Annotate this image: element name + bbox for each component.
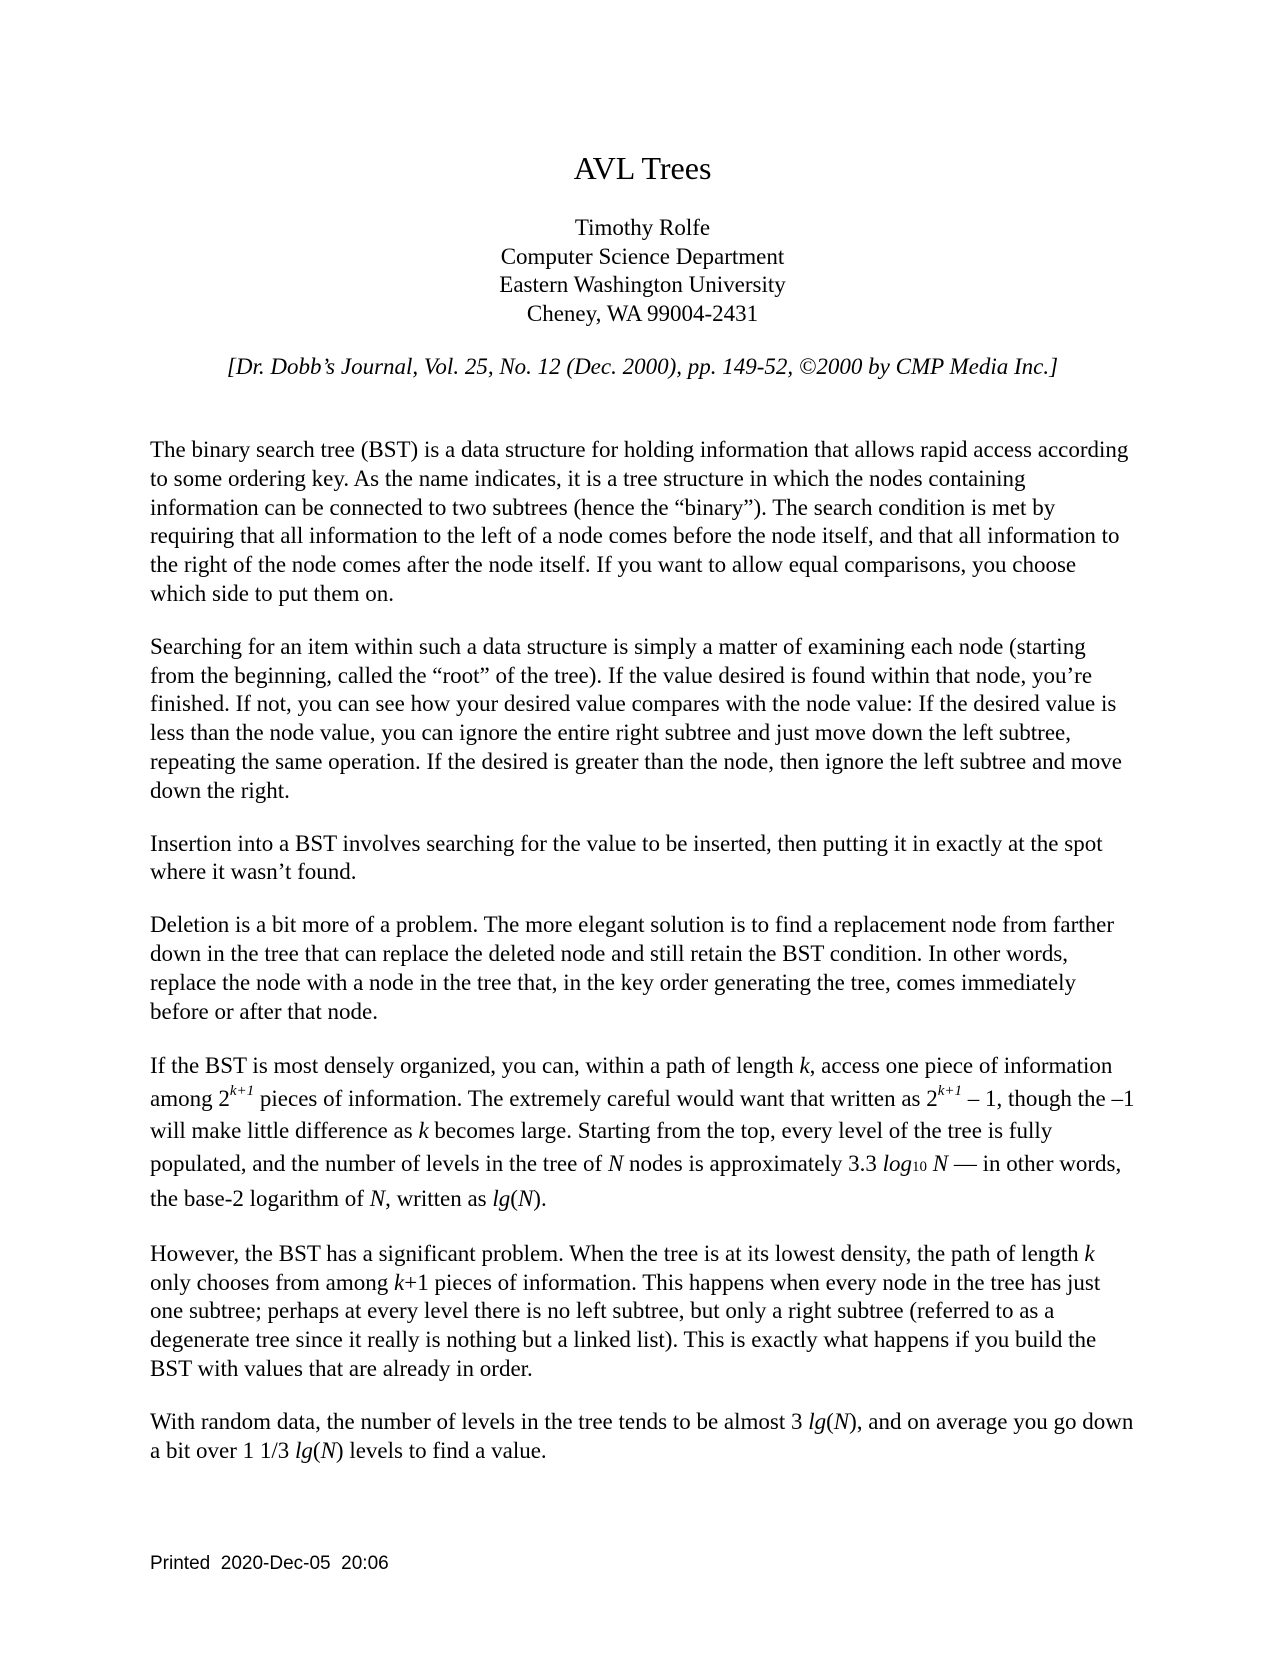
text-run: If the BST is most densely organized, you can, within a path of length [150,1053,800,1079]
page-title: AVL Trees [573,150,712,186]
math-func: log [882,1150,913,1176]
author-name: Timothy Rolfe [574,215,711,240]
math-func: lg [295,1437,313,1463]
text-run: ( [510,1186,518,1212]
article-body [150,436,1135,1489]
subscript: 10 [912,1158,928,1175]
paragraph-density [150,1050,1135,1216]
text-run: , written as [385,1186,493,1212]
math-func: lg [808,1408,827,1434]
math-var: k [394,1269,405,1295]
math-var: N [833,1408,850,1434]
print-footer [150,1552,389,1576]
text-run: ). [533,1186,547,1212]
footer-date: 2020-Dec-05 [220,1553,331,1574]
text-run: — in other words, the base-2 logarithm of [150,1150,1122,1212]
paragraph-deletion: Deletion is a bit more of a problem. The more elegant solution is to find a replacement node from farther down in the tree that can replace the deleted node and still retain the BST condition. In other words, replace the node with a node in the tree that, in the key order generating the tree, comes immediately before or after that node. [150,912,1114,1024]
superscript: k+1 [937,1083,963,1100]
math-var: N [517,1186,534,1212]
text-run: ), and on average you go down a bit over 1 1/3 [150,1408,1134,1463]
paragraph-insertion: Insertion into a BST involves searching for the value to be inserted, then putting it in exactly at the spot where it wasn’t found. [150,830,1103,885]
text-run: only chooses from among [150,1269,395,1295]
text-run: – 1, though the –1 will make little difference as [150,1085,1135,1144]
math-var: k [1084,1240,1095,1266]
text-run: +1 pieces of information. This happens when every node in the tree has just one subtree; perhaps at every level there is no left subtree, but only a right subtree (referred to as a degenerate tree since it really is nothing but a linked list). This is exactly what happens if you build the BST with values that are already in order. [150,1269,1101,1382]
footer-time: 20:06 [341,1553,389,1574]
text-run: ( [312,1437,321,1463]
author-block [150,214,1135,328]
paragraph-bst-intro: The binary search tree (BST) is a data structure for holding information that allows rapid access according to some ordering key. As the name indicates, it is a tree structure in which the nodes containing information can be connected to two subtrees (hence the “binary”). The search condition is met by requiring that all information to the left of a node comes before the node itself, and that all information to the right of the node comes after the node itself. If you want to allow equal comparisons, you choose which side to put them on. [150,437,1129,606]
math-var: N [369,1186,386,1212]
citation-prefix: [Dr. Dobb’s Journal, Vol. 25, No. 12 (Dec. 2000), pp. 149-52, [226,354,799,379]
superscript: k+1 [229,1083,255,1100]
math-var: N [607,1150,624,1176]
text-run: With random data, the number of levels in the tree tends to be almost 3 [150,1408,809,1434]
text-run: becomes large. Starting from the top, every level of the tree is fully populated, and the number of levels in the tree of [150,1118,1053,1176]
copyright-symbol: © [798,354,817,379]
document-page [150,0,1135,1656]
text-run: nodes is approximately 3.3 [623,1150,883,1176]
citation [150,353,1135,381]
text-run: ( [826,1408,834,1434]
text-run: pieces of information. The extremely careful would want that written as 2 [254,1085,938,1111]
author-department: Computer Science Department [500,243,785,269]
math-var: N [320,1437,336,1463]
text-run: However, the BST has a significant problem. When the tree is at its lowest density, the path of length [150,1240,1085,1266]
author-address: Cheney, WA 99004-2431 [526,300,759,326]
math-var: N [932,1150,949,1176]
math-func: lg [492,1186,511,1212]
math-var: k [418,1118,429,1144]
paragraph-random-data [150,1408,1135,1466]
text-run: ) levels to find a value. [335,1437,547,1463]
text-run: , access one piece of information among 2 [150,1053,1113,1111]
paragraph-searching: Searching for an item within such a data structure is simply a matter of examining each node (starting from the beginning, called the “root” of the tree). If the value desired is found within that node, you’re finished. If not, you can see how your desired value compares with the node value: If the desired value is less than the node value, you can ignore the entire right subtree and just move down the left subtree, repeating the same operation. If the desired is greater than the node, then ignore the left subtree and move down the right. [150,633,1123,803]
footer-label: Printed [150,1553,211,1574]
math-var: k [799,1053,810,1079]
citation-suffix: 2000 by CMP Media Inc.] [816,354,1059,379]
author-university: Eastern Washington University [499,272,786,297]
paragraph-problem [150,1240,1135,1384]
